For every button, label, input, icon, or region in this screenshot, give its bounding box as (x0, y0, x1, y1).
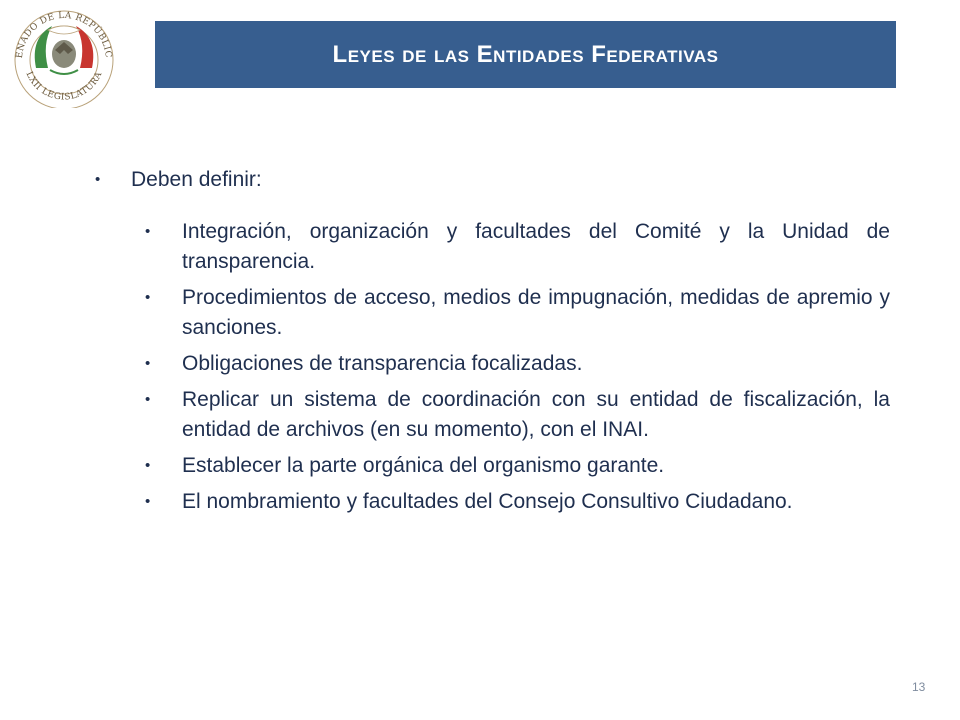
slide-title: Leyes de las Entidades Federativas (332, 40, 719, 68)
list-item (95, 385, 890, 445)
bullet-icon: • (145, 457, 151, 474)
list-item (95, 349, 890, 379)
list-item-text: Establecer la parte orgánica del organismo garante. (182, 454, 665, 477)
slide-content (95, 165, 890, 523)
bullet-icon: • (145, 289, 151, 306)
svg-text:SENADO DE LA REPÚBLICA: ENADO DE LA REPÚBLIC (14, 10, 114, 59)
list-item-text: Integración, organización y facultades del Comité y la Unidad de transparencia. (182, 220, 890, 273)
bullet-icon: • (95, 171, 101, 188)
list-item (95, 451, 890, 481)
title-bar (155, 21, 896, 88)
bullet-icon: • (145, 493, 151, 510)
list-item-text: Obligaciones de transparencia focalizadas. (182, 352, 583, 375)
page-number: 13 (912, 680, 926, 694)
main-bullet-text: Deben definir: (131, 168, 262, 191)
list-item (95, 217, 890, 277)
list-item (95, 283, 890, 343)
bullet-icon: • (145, 223, 151, 240)
svg-text:LXII LEGISLATURA: LXII LEGISLATURA (23, 70, 105, 103)
list-item-text: Procedimientos de acceso, medios de impugnación, medidas de apremio y sanciones. (182, 286, 890, 339)
sub-bullet-list (95, 217, 890, 517)
senate-seal-logo (8, 8, 120, 108)
list-item (95, 487, 890, 517)
bullet-icon: • (145, 355, 151, 372)
list-item-text: El nombramiento y facultades del Consejo Consultivo Ciudadano. (182, 490, 793, 513)
main-bullet-item (95, 165, 890, 195)
list-item-text: Replicar un sistema de coordinación con su entidad de fiscalización, la entidad de archivos (en su momento), con el INAI. (182, 388, 890, 441)
bullet-icon: • (145, 391, 151, 408)
